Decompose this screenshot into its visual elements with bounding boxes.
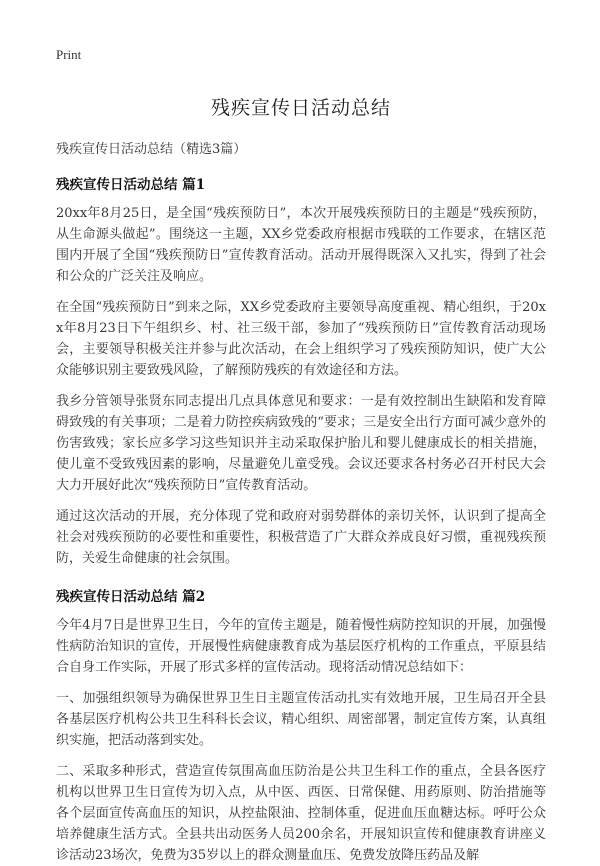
paragraph: 20xx年8月25日，是全国“残疾预防日”，本次开展残疾预防日的主题是“残疾预防，从生命源头做起”。围绕这一主题，XX乡党委政府根据市残联的工作要求，在辖区范围内开展了全国“残疾预防日”宣传教育活动。活动开展得既深入又扎实，得到了社会和公众的广泛关注及响应。	[56, 206, 546, 284]
paragraph: 通过这次活动的开展，充分体现了党和政府对弱势群体的亲切关怀，认识到了提高全社会对残疾预防的必要性和重要性，积极营造了广大群众养成良好习惯，重视残疾预防，关爱生命健康的社会氛围。	[56, 509, 546, 566]
paragraph: 二、采取多种形式，营造宣传氛围高血压防治是公共卫生科工作的重点，全县各医疗机构以世界卫生日宣传为切入点，从中医、西医、日常保健、用药原则、防治措施等各个层面宣传高血压的知识，从控盐限油、控制体重，促进血压血糖达标。呼吁公众培养健康生活方式。全县共出动医务人员200余名，开展知识宣传和健康教育讲座义诊活动23场次，免费为35岁以上的群众测量血压、免费发放降压药品及解	[56, 764, 546, 863]
paragraph: 今年4月7日是世界卫生日，今年的宣传主题是，随着慢性病防控知识的开展，加强慢性病防治知识的宣传，开展慢性病健康教育成为基层医疗机构的工作重点，平原县结合自身工作实际，开展了形式多样的宣传活动。现将活动情况总结如下：	[56, 618, 546, 675]
paragraph: 一、加强组织领导为确保世界卫生日主题宣传活动扎实有效地开展，卫生局召开全县各基层医疗机构公共卫生科科长会议，精心组织、周密部署，制定宣传方案，认真组织实施，把活动落到实处。	[56, 691, 546, 748]
document-title: 残疾宣传日活动总结	[210, 97, 391, 119]
paragraph: 我乡分管领导张贤东同志提出几点具体意见和要求：一是有效控制出生缺陷和发育障碍致残的有关事项；二是着力防控疾病致残的“要求；三是安全出行方面可减少意外的伤害致残；家长应多学习这些知识并主动采取保护胎儿和婴儿健康成长的相关措施，使儿童不受致残因素的影响，尽量避免儿童受残。会议还要求各村务必召开村民大会大力开展好此次“残疾预防日”宣传教育活动。	[56, 394, 546, 493]
paragraph: 在全国“残疾预防日”到来之际，XX乡党委政府主要领导高度重视、精心组织，于20xx年8月23日下午组织乡、村、社三级干部，参加了“残疾预防日”宣传教育活动现场会，主要领导积极关注并参与此次活动，在会上组织学习了残疾预防知识，使广大公众能够识别主要致残风险，了解预防残疾的有效途径和方法。	[56, 300, 546, 378]
section-heading-1: 残疾宣传日活动总结 篇1	[56, 177, 206, 193]
section-heading-2: 残疾宣传日活动总结 篇2	[56, 589, 206, 605]
print-link[interactable]: Print	[56, 47, 82, 62]
document-subtitle: 残疾宣传日活动总结（精选3篇）	[56, 142, 247, 157]
